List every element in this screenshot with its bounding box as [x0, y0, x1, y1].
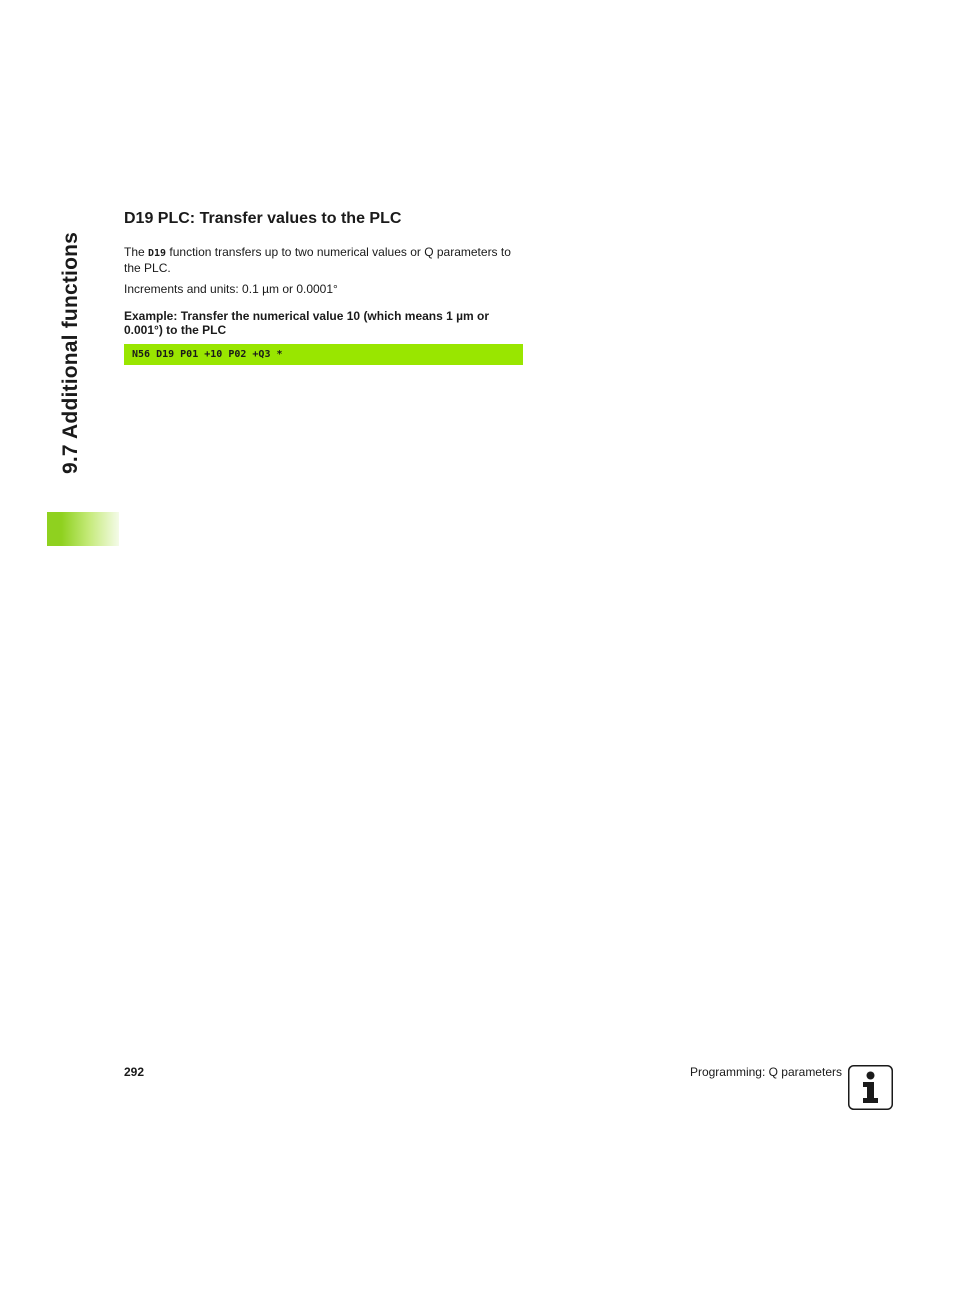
page-number: 292	[124, 1065, 145, 1079]
function-code-inline: D19	[148, 248, 167, 259]
section-heading: D19 PLC: Transfer values to the PLC	[124, 210, 402, 227]
side-section-title: 9.7 Additional functions	[59, 231, 82, 474]
example-code-block: N56 D19 P01 +10 P02 +Q3 *	[124, 344, 523, 365]
side-section-tab	[47, 512, 119, 546]
chapter-title: Programming: Q parameters	[689, 1065, 842, 1079]
description-text-end: function transfers up to two numerical values or Q parameters to the PLC.	[124, 245, 511, 275]
info-icon	[848, 1065, 893, 1110]
description-text-start: The	[124, 245, 149, 259]
increments-paragraph: Increments and units: 0.1 µm or 0.0001°	[124, 282, 338, 296]
description-paragraph	[124, 245, 524, 275]
example-heading: Example: Transfer the numerical value 10 (which means 1 µm or 0.001°) to the PLC	[124, 309, 490, 337]
